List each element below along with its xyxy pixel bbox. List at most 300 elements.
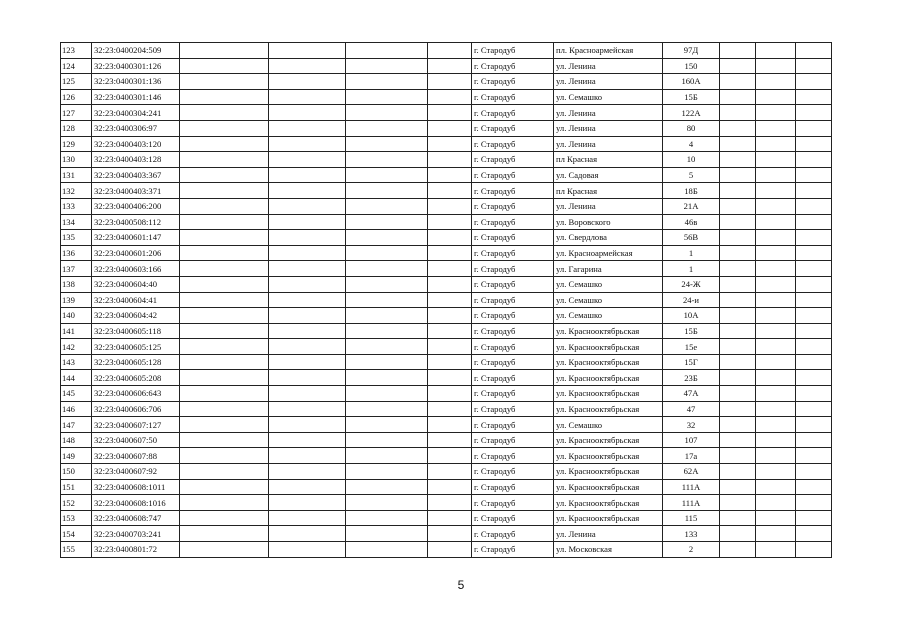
empty-cell <box>346 370 428 386</box>
street-cell: пл Красная <box>554 183 663 199</box>
empty-cell <box>346 308 428 324</box>
empty-cell <box>756 261 796 277</box>
house-number-cell: 18Б <box>663 183 720 199</box>
cadastral-number-cell: 32:23:0400605:128 <box>92 354 180 370</box>
house-number-cell: 15е <box>663 339 720 355</box>
row-number-cell: 144 <box>61 370 92 386</box>
empty-cell <box>269 386 346 402</box>
empty-cell <box>180 58 269 74</box>
cadastral-number-cell: 32:23:0400403:120 <box>92 136 180 152</box>
empty-cell <box>796 464 832 480</box>
empty-cell <box>269 354 346 370</box>
empty-cell <box>346 542 428 558</box>
empty-cell <box>756 74 796 90</box>
city-cell: г. Стародуб <box>472 448 554 464</box>
city-cell: г. Стародуб <box>472 308 554 324</box>
empty-cell <box>756 198 796 214</box>
empty-cell <box>428 308 472 324</box>
row-number-cell: 124 <box>61 58 92 74</box>
row-number-cell: 130 <box>61 152 92 168</box>
house-number-cell: 2 <box>663 542 720 558</box>
cadastral-number-cell: 32:23:0400607:92 <box>92 464 180 480</box>
table-row <box>61 542 832 558</box>
empty-cell <box>269 120 346 136</box>
cadastral-number-cell: 32:23:0400204:509 <box>92 43 180 59</box>
empty-cell <box>720 417 756 433</box>
empty-cell <box>346 214 428 230</box>
empty-cell <box>180 323 269 339</box>
house-number-cell: 122А <box>663 105 720 121</box>
empty-cell <box>269 245 346 261</box>
row-number-cell: 125 <box>61 74 92 90</box>
row-number-cell: 135 <box>61 230 92 246</box>
empty-cell <box>756 167 796 183</box>
cadastral-number-cell: 32:23:0400508:112 <box>92 214 180 230</box>
empty-cell <box>428 526 472 542</box>
table-row <box>61 214 832 230</box>
empty-cell <box>796 510 832 526</box>
empty-cell <box>720 89 756 105</box>
empty-cell <box>269 198 346 214</box>
empty-cell <box>269 74 346 90</box>
street-cell: ул. Семашко <box>554 276 663 292</box>
empty-cell <box>428 370 472 386</box>
row-number-cell: 129 <box>61 136 92 152</box>
city-cell: г. Стародуб <box>472 464 554 480</box>
empty-cell <box>346 261 428 277</box>
empty-cell <box>269 370 346 386</box>
row-number-cell: 133 <box>61 198 92 214</box>
empty-cell <box>269 89 346 105</box>
empty-cell <box>756 370 796 386</box>
empty-cell <box>346 74 428 90</box>
empty-cell <box>720 542 756 558</box>
empty-cell <box>428 198 472 214</box>
city-cell: г. Стародуб <box>472 479 554 495</box>
empty-cell <box>428 230 472 246</box>
row-number-cell: 145 <box>61 386 92 402</box>
empty-cell <box>796 198 832 214</box>
house-number-cell: 47 <box>663 401 720 417</box>
empty-cell <box>720 198 756 214</box>
empty-cell <box>796 261 832 277</box>
empty-cell <box>346 495 428 511</box>
cadastral-number-cell: 32:23:0400603:166 <box>92 261 180 277</box>
empty-cell <box>428 152 472 168</box>
empty-cell <box>720 401 756 417</box>
table-row <box>61 74 832 90</box>
cadastral-number-cell: 32:23:0400306:97 <box>92 120 180 136</box>
row-number-cell: 146 <box>61 401 92 417</box>
empty-cell <box>269 152 346 168</box>
house-number-cell: 62А <box>663 464 720 480</box>
empty-cell <box>428 105 472 121</box>
empty-cell <box>720 464 756 480</box>
table-row <box>61 230 832 246</box>
empty-cell <box>428 510 472 526</box>
street-cell: ул. Краснооктябрьская <box>554 370 663 386</box>
empty-cell <box>346 510 428 526</box>
table-row <box>61 323 832 339</box>
street-cell: ул. Краснооктябрьская <box>554 510 663 526</box>
house-number-cell: 1 <box>663 261 720 277</box>
table-row <box>61 245 832 261</box>
empty-cell <box>720 152 756 168</box>
empty-cell <box>796 105 832 121</box>
empty-cell <box>796 152 832 168</box>
table-row <box>61 136 832 152</box>
empty-cell <box>796 432 832 448</box>
table-row <box>61 339 832 355</box>
house-number-cell: 107 <box>663 432 720 448</box>
empty-cell <box>428 261 472 277</box>
empty-cell <box>269 464 346 480</box>
street-cell: ул. Семашко <box>554 292 663 308</box>
cadastral-number-cell: 32:23:0400607:50 <box>92 432 180 448</box>
empty-cell <box>720 276 756 292</box>
empty-cell <box>428 136 472 152</box>
empty-cell <box>269 276 346 292</box>
city-cell: г. Стародуб <box>472 120 554 136</box>
empty-cell <box>720 526 756 542</box>
empty-cell <box>796 230 832 246</box>
house-number-cell: 97Д <box>663 43 720 59</box>
empty-cell <box>269 401 346 417</box>
empty-cell <box>796 183 832 199</box>
empty-cell <box>756 308 796 324</box>
empty-cell <box>756 58 796 74</box>
table-row <box>61 308 832 324</box>
empty-cell <box>720 354 756 370</box>
cadastral-number-cell: 32:23:0400301:146 <box>92 89 180 105</box>
empty-cell <box>720 479 756 495</box>
empty-cell <box>720 43 756 59</box>
empty-cell <box>756 386 796 402</box>
empty-cell <box>180 370 269 386</box>
cadastral-number-cell: 32:23:0400406:200 <box>92 198 180 214</box>
empty-cell <box>720 261 756 277</box>
row-number-cell: 134 <box>61 214 92 230</box>
house-number-cell: 80 <box>663 120 720 136</box>
empty-cell <box>796 542 832 558</box>
city-cell: г. Стародуб <box>472 401 554 417</box>
empty-cell <box>180 74 269 90</box>
house-number-cell: 5 <box>663 167 720 183</box>
row-number-cell: 151 <box>61 479 92 495</box>
table-row <box>61 417 832 433</box>
empty-cell <box>756 542 796 558</box>
empty-cell <box>346 183 428 199</box>
row-number-cell: 131 <box>61 167 92 183</box>
empty-cell <box>269 292 346 308</box>
house-number-cell: 111А <box>663 495 720 511</box>
row-number-cell: 123 <box>61 43 92 59</box>
house-number-cell: 23Б <box>663 370 720 386</box>
empty-cell <box>796 339 832 355</box>
empty-cell <box>269 230 346 246</box>
house-number-cell: 150 <box>663 58 720 74</box>
empty-cell <box>796 214 832 230</box>
street-cell: ул. Садовая <box>554 167 663 183</box>
empty-cell <box>796 526 832 542</box>
cadastral-number-cell: 32:23:0400604:40 <box>92 276 180 292</box>
street-cell: ул. Краснооктябрьская <box>554 479 663 495</box>
cadastral-number-cell: 32:23:0400606:643 <box>92 386 180 402</box>
house-number-cell: 15Г <box>663 354 720 370</box>
empty-cell <box>720 120 756 136</box>
empty-cell <box>180 417 269 433</box>
city-cell: г. Стародуб <box>472 136 554 152</box>
street-cell: пл Красная <box>554 152 663 168</box>
house-number-cell: 24-и <box>663 292 720 308</box>
empty-cell <box>428 183 472 199</box>
city-cell: г. Стародуб <box>472 495 554 511</box>
table-row <box>61 89 832 105</box>
empty-cell <box>346 105 428 121</box>
empty-cell <box>756 339 796 355</box>
city-cell: г. Стародуб <box>472 214 554 230</box>
empty-cell <box>756 354 796 370</box>
city-cell: г. Стародуб <box>472 323 554 339</box>
cadastral-number-cell: 32:23:0400605:125 <box>92 339 180 355</box>
city-cell: г. Стародуб <box>472 183 554 199</box>
empty-cell <box>796 167 832 183</box>
empty-cell <box>180 183 269 199</box>
empty-cell <box>346 245 428 261</box>
table-row <box>61 479 832 495</box>
empty-cell <box>720 370 756 386</box>
empty-cell <box>180 136 269 152</box>
row-number-cell: 154 <box>61 526 92 542</box>
empty-cell <box>180 89 269 105</box>
empty-cell <box>180 401 269 417</box>
empty-cell <box>428 448 472 464</box>
house-number-cell: 46в <box>663 214 720 230</box>
empty-cell <box>756 183 796 199</box>
house-number-cell: 160А <box>663 74 720 90</box>
empty-cell <box>756 292 796 308</box>
row-number-cell: 148 <box>61 432 92 448</box>
empty-cell <box>756 276 796 292</box>
empty-cell <box>180 542 269 558</box>
empty-cell <box>180 448 269 464</box>
empty-cell <box>346 58 428 74</box>
property-table <box>60 42 832 558</box>
city-cell: г. Стародуб <box>472 339 554 355</box>
cadastral-number-cell: 32:23:0400608:1016 <box>92 495 180 511</box>
empty-cell <box>756 43 796 59</box>
empty-cell <box>180 526 269 542</box>
city-cell: г. Стародуб <box>472 510 554 526</box>
page-number: 5 <box>457 578 465 592</box>
empty-cell <box>756 105 796 121</box>
empty-cell <box>428 323 472 339</box>
empty-cell <box>269 136 346 152</box>
city-cell: г. Стародуб <box>472 167 554 183</box>
empty-cell <box>720 432 756 448</box>
row-number-cell: 141 <box>61 323 92 339</box>
empty-cell <box>756 120 796 136</box>
empty-cell <box>346 526 428 542</box>
empty-cell <box>720 214 756 230</box>
empty-cell <box>720 308 756 324</box>
empty-cell <box>346 479 428 495</box>
street-cell: ул. Ленина <box>554 74 663 90</box>
empty-cell <box>346 198 428 214</box>
empty-cell <box>428 214 472 230</box>
street-cell: ул. Краснооктябрьская <box>554 339 663 355</box>
empty-cell <box>720 245 756 261</box>
empty-cell <box>428 74 472 90</box>
empty-cell <box>796 370 832 386</box>
empty-cell <box>346 43 428 59</box>
empty-cell <box>756 432 796 448</box>
empty-cell <box>346 152 428 168</box>
empty-cell <box>428 245 472 261</box>
empty-cell <box>346 464 428 480</box>
empty-cell <box>796 386 832 402</box>
city-cell: г. Стародуб <box>472 354 554 370</box>
empty-cell <box>428 276 472 292</box>
table-row <box>61 495 832 511</box>
row-number-cell: 155 <box>61 542 92 558</box>
empty-cell <box>269 510 346 526</box>
row-number-cell: 132 <box>61 183 92 199</box>
row-number-cell: 138 <box>61 276 92 292</box>
row-number-cell: 152 <box>61 495 92 511</box>
empty-cell <box>428 495 472 511</box>
street-cell: ул. Московская <box>554 542 663 558</box>
empty-cell <box>346 354 428 370</box>
city-cell: г. Стародуб <box>472 198 554 214</box>
street-cell: ул. Семашко <box>554 308 663 324</box>
empty-cell <box>180 230 269 246</box>
table-row <box>61 198 832 214</box>
empty-cell <box>796 401 832 417</box>
house-number-cell: 56В <box>663 230 720 246</box>
street-cell: ул. Краснооктябрьская <box>554 495 663 511</box>
street-cell: ул. Краснооктябрьская <box>554 448 663 464</box>
city-cell: г. Стародуб <box>472 542 554 558</box>
empty-cell <box>796 120 832 136</box>
empty-cell <box>720 230 756 246</box>
empty-cell <box>180 105 269 121</box>
empty-cell <box>428 89 472 105</box>
street-cell: ул. Краснооктябрьская <box>554 386 663 402</box>
empty-cell <box>346 89 428 105</box>
empty-cell <box>346 292 428 308</box>
house-number-cell: 15Б <box>663 323 720 339</box>
street-cell: ул. Ленина <box>554 526 663 542</box>
empty-cell <box>720 339 756 355</box>
row-number-cell: 126 <box>61 89 92 105</box>
empty-cell <box>180 43 269 59</box>
empty-cell <box>346 230 428 246</box>
row-number-cell: 153 <box>61 510 92 526</box>
empty-cell <box>756 448 796 464</box>
empty-cell <box>796 136 832 152</box>
cadastral-number-cell: 32:23:0400301:136 <box>92 74 180 90</box>
row-number-cell: 140 <box>61 308 92 324</box>
cadastral-number-cell: 32:23:0400605:208 <box>92 370 180 386</box>
table-row <box>61 120 832 136</box>
city-cell: г. Стародуб <box>472 74 554 90</box>
empty-cell <box>269 308 346 324</box>
empty-cell <box>756 526 796 542</box>
empty-cell <box>269 43 346 59</box>
empty-cell <box>180 152 269 168</box>
empty-cell <box>346 120 428 136</box>
empty-cell <box>269 323 346 339</box>
street-cell: ул. Красноармейская <box>554 245 663 261</box>
empty-cell <box>756 417 796 433</box>
cadastral-number-cell: 32:23:0400703:241 <box>92 526 180 542</box>
street-cell: ул. Ленина <box>554 136 663 152</box>
empty-cell <box>346 323 428 339</box>
empty-cell <box>720 183 756 199</box>
house-number-cell: 32 <box>663 417 720 433</box>
empty-cell <box>428 58 472 74</box>
city-cell: г. Стародуб <box>472 89 554 105</box>
cadastral-number-cell: 32:23:0400403:128 <box>92 152 180 168</box>
street-cell: ул. Краснооктябрьская <box>554 401 663 417</box>
empty-cell <box>796 89 832 105</box>
city-cell: г. Стародуб <box>472 276 554 292</box>
empty-cell <box>428 417 472 433</box>
empty-cell <box>720 136 756 152</box>
empty-cell <box>756 230 796 246</box>
empty-cell <box>796 308 832 324</box>
empty-cell <box>796 495 832 511</box>
house-number-cell: 17а <box>663 448 720 464</box>
house-number-cell: 115 <box>663 510 720 526</box>
empty-cell <box>428 120 472 136</box>
empty-cell <box>720 386 756 402</box>
empty-cell <box>720 448 756 464</box>
empty-cell <box>428 401 472 417</box>
table-row <box>61 261 832 277</box>
empty-cell <box>756 89 796 105</box>
empty-cell <box>180 354 269 370</box>
house-number-cell: 1 <box>663 245 720 261</box>
row-number-cell: 127 <box>61 105 92 121</box>
empty-cell <box>180 510 269 526</box>
empty-cell <box>180 214 269 230</box>
street-cell: ул. Ленина <box>554 105 663 121</box>
table-row <box>61 43 832 59</box>
empty-cell <box>796 292 832 308</box>
house-number-cell: 10А <box>663 308 720 324</box>
cadastral-number-cell: 32:23:0400608:1011 <box>92 479 180 495</box>
empty-cell <box>796 354 832 370</box>
row-number-cell: 136 <box>61 245 92 261</box>
table-row <box>61 105 832 121</box>
cadastral-number-cell: 32:23:0400304:241 <box>92 105 180 121</box>
house-number-cell: 4 <box>663 136 720 152</box>
city-cell: г. Стародуб <box>472 370 554 386</box>
table-row <box>61 370 832 386</box>
house-number-cell: 47А <box>663 386 720 402</box>
empty-cell <box>180 479 269 495</box>
row-number-cell: 143 <box>61 354 92 370</box>
empty-cell <box>796 417 832 433</box>
empty-cell <box>180 432 269 448</box>
street-cell: ул. Свердлова <box>554 230 663 246</box>
empty-cell <box>756 401 796 417</box>
empty-cell <box>796 479 832 495</box>
city-cell: г. Стародуб <box>472 386 554 402</box>
empty-cell <box>180 245 269 261</box>
